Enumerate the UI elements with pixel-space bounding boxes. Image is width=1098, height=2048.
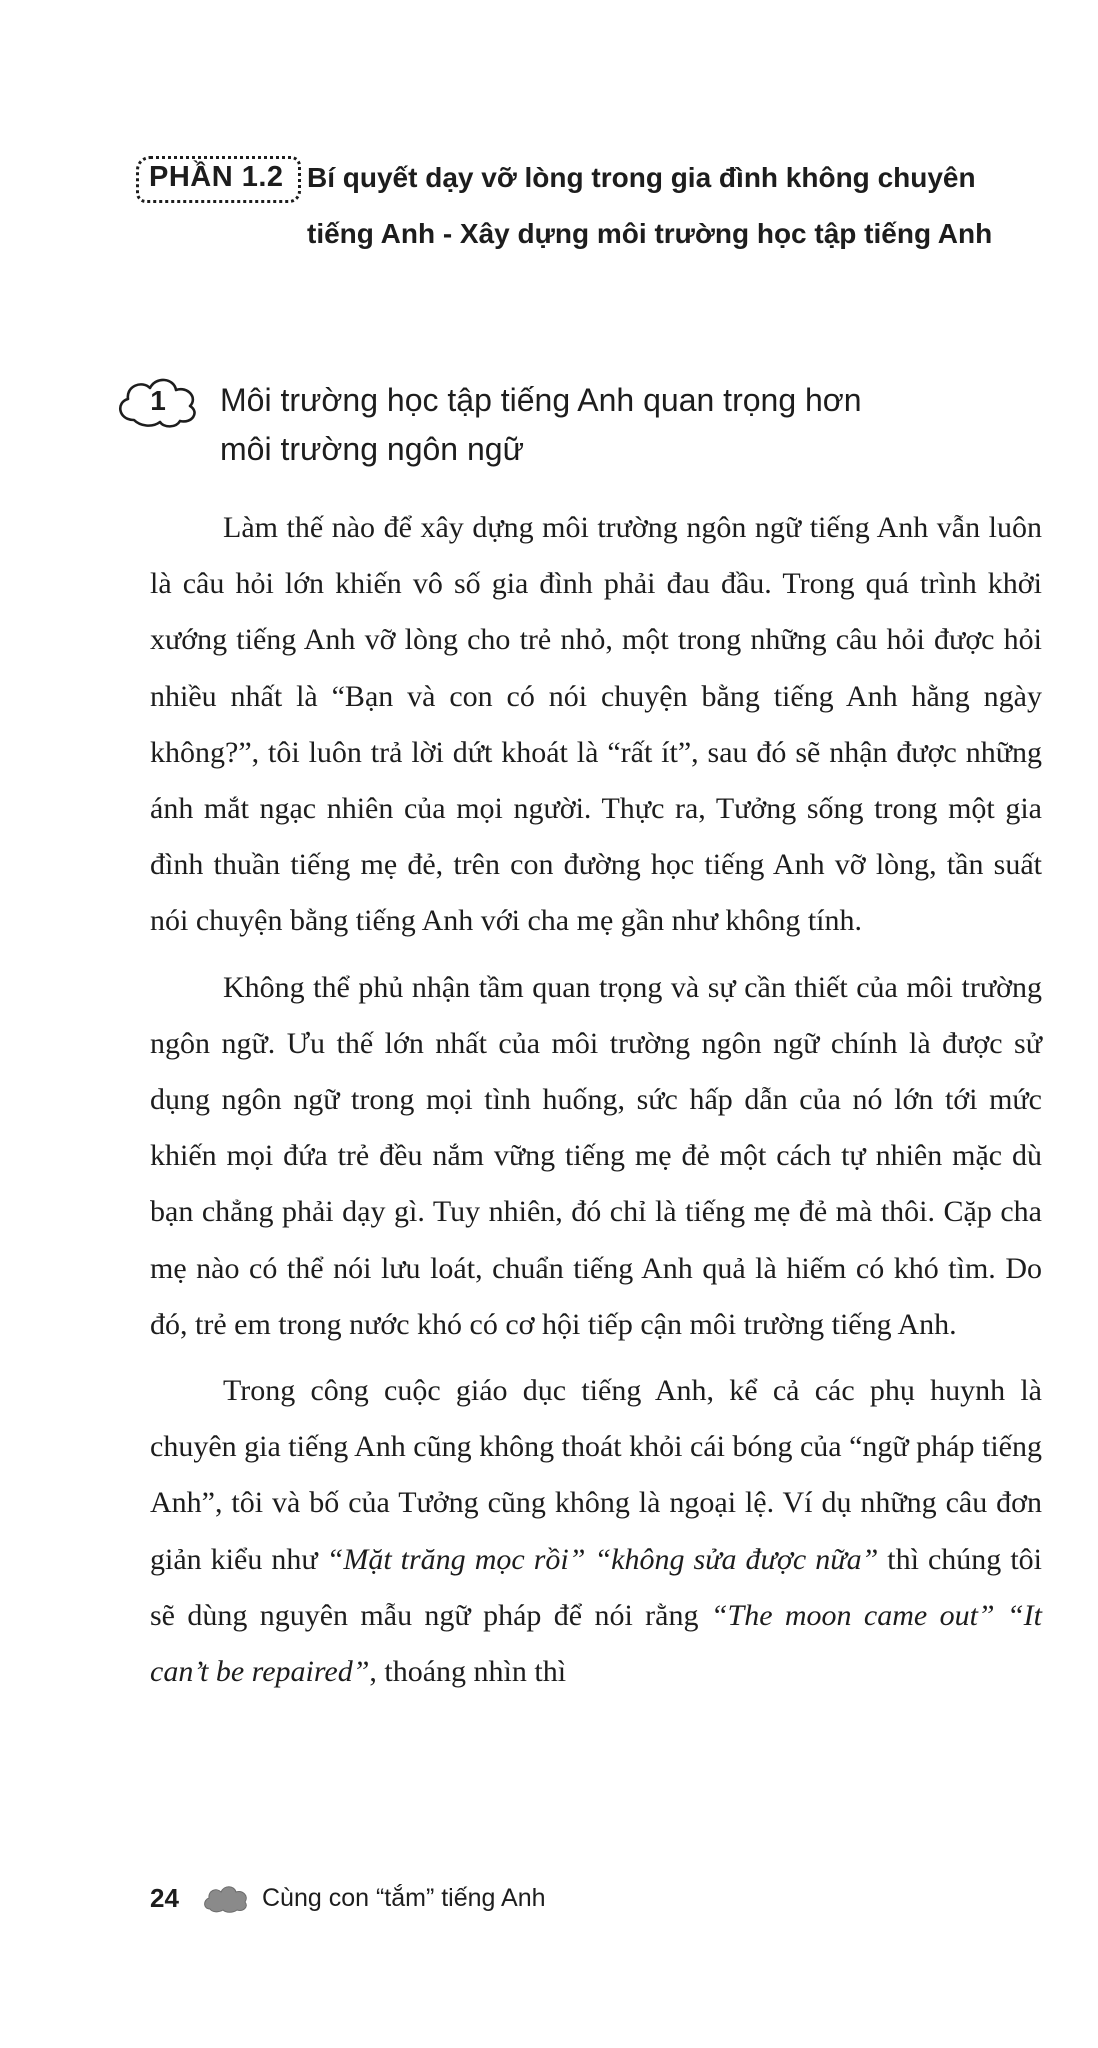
paragraph-3-text-c: , thoáng nhìn thì (369, 1655, 567, 1689)
paragraph-2: Không thể phủ nhận tầm quan trọng và sự cần thiết của môi trường ngôn ngữ. Ưu thế lớn nhất của môi trường ngôn ngữ chính là được sử dụng ngôn ngữ trong mọi tình huống, sức hấp dẫn của nó lớn tới mức khiến mọi đứa trẻ đều nắm vững tiếng mẹ đẻ một cách tự nhiên mặc dù bạn chẳng phải dạy gì. Tuy nhiên, đó chỉ là tiếng mẹ đẻ mà thôi. Cặp cha mẹ nào có thể nói lưu loát, chuẩn tiếng Anh quả là hiếm có khó tìm. Do đó, trẻ em trong nước khó có cơ hội tiếp cận môi trường tiếng Anh. (150, 970, 1042, 1341)
section-title-line-1: Môi trường học tập tiếng Anh quan trọng hơn (220, 382, 862, 418)
section-number: 1 (150, 385, 166, 416)
paragraph-3 (150, 1363, 1042, 1700)
cloud-icon (202, 1883, 250, 1913)
section-title (220, 376, 980, 474)
paragraph-3-text-a: Trong công cuộc giáo dục tiếng Anh, kể cả các phụ huynh là chuyên gia tiếng Anh cũng không thoát khỏi cái bóng của “ngữ pháp tiếng Anh”, tôi và bố của Tưởng cũng không là ngoại lệ. Ví dụ những câu đơn giản kiểu như (150, 1374, 1042, 1576)
book-title: Cùng con “tắm” tiếng Anh (262, 1884, 546, 1912)
page-footer (150, 1878, 850, 1918)
paragraph-3-text-b: thì chúng tôi sẽ dùng nguyên mẫu ngữ pháp để nói rằng (150, 1542, 1043, 1632)
section-title-line-2: môi trường ngôn ngữ (220, 431, 524, 467)
page-number: 24 (150, 1883, 179, 1913)
quote-moon-en: “The moon came out” (710, 1598, 995, 1632)
paragraph-1: Làm thế nào để xây dựng môi trường ngôn ngữ tiếng Anh vẫn luôn là câu hỏi lớn khiến vô số gia đình phải đau đầu. Trong quá trình khởi xướng tiếng Anh vỡ lòng cho trẻ nhỏ, một trong những câu hỏi được hỏi nhiều nhất là “Bạn và con có nói chuyện bằng tiếng Anh hằng ngày không?”, tôi luôn trả lời dứt khoát là “rất ít”, sau đó sẽ nhận được những ánh mắt ngạc nhiên của mọi người. Thực ra, Tưởng sống trong một gia đình thuần tiếng mẹ đẻ, trên con đường học tiếng Anh vỡ lòng, tần suất nói chuyện bằng tiếng Anh với cha mẹ gần như không tính. (150, 511, 1042, 938)
quote-space-2 (995, 1599, 1007, 1632)
quote-repair-vi: “không sửa được nữa” (594, 1542, 879, 1576)
quote-moon-vi: “Mặt trăng mọc rồi” (326, 1542, 586, 1576)
part-title: Bí quyết dạy vỡ lòng trong gia đình không chuyên tiếng Anh - Xây dựng môi trường học tập tiếng Anh (307, 162, 993, 249)
part-label: PHẦN 1.2 (136, 156, 301, 203)
body-text (150, 500, 1042, 1710)
section-number-badge (112, 372, 204, 432)
quote-repair-en: “It can’t be repaired” (150, 1598, 1042, 1689)
